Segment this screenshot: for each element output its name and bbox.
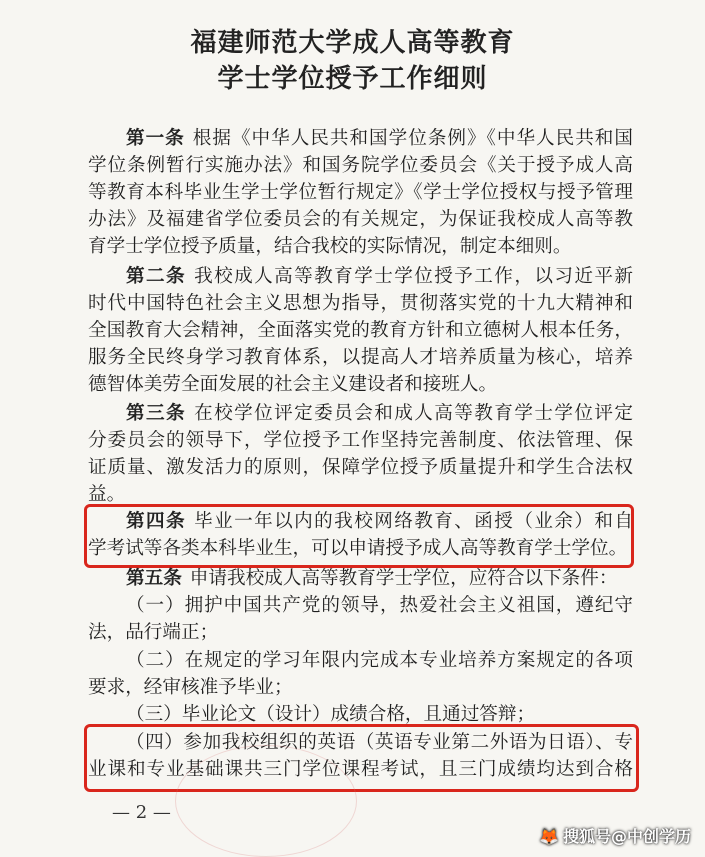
condition-2-line-1: （二）在规定的学习年限内完成本专业培养方案规定的各项 <box>126 650 633 671</box>
condition-3-line-1: （三）毕业论文（设计）成绩合格，且通过答辩； <box>126 704 536 725</box>
article-3-line-3: 证质量、激发活力的原则，保障学位授予质量提升和学生合法权 <box>88 457 633 478</box>
article-1-line-1: 第一条 根据《中华人民共和国学位条例》《中华人民共和国 <box>126 128 633 149</box>
article-5-heading: 第五条 <box>126 568 182 589</box>
highlight-box-condition-4 <box>84 724 639 792</box>
highlight-box-article-4 <box>84 504 634 568</box>
condition-2-line-2: 要求，经审核准予毕业； <box>88 677 293 698</box>
condition-4-line-2: 业课和专业基础课共三门学位课程考试，且三门成绩均达到合格 <box>88 759 633 780</box>
article-2-line-5: 德智体美劳全面发展的社会主义建设者和接班人。 <box>88 374 498 395</box>
article-4-line-2: 学考试等各类本科毕业生，可以申请授予成人高等教育学士学位。 <box>88 538 628 559</box>
article-1-line-4: 办法》及福建省学位委员会的有关规定，为保证我校成人高等教 <box>88 209 633 230</box>
article-1-line-2: 学位条例暂行实施办法》和国务院学位委员会《关于授予成人高 <box>88 155 633 176</box>
document-title-line-1: 福建师范大学成人高等教育 <box>190 28 515 58</box>
article-3-line-2: 分委员会的领导下，学位授予工作坚持完善制度、依法管理、保 <box>88 430 633 451</box>
faint-seal-stamp <box>175 745 357 857</box>
condition-1-line-1: （一）拥护中国共产党的领导，热爱社会主义祖国，遵纪守 <box>126 595 633 616</box>
article-4-heading: 第四条 <box>126 511 187 532</box>
document-title-line-2: 学士学位授予工作细则 <box>217 64 488 94</box>
condition-1-line-2: 法，品行端正； <box>88 622 219 643</box>
page-number: — 2 — <box>112 802 171 823</box>
fox-logo-icon: 🦊 <box>539 827 559 846</box>
article-5-line-1: 第五条 申请我校成人高等教育学士学位，应符合以下条件： <box>126 568 618 589</box>
article-1-line-5: 育学士学位授予质量，结合我校的实际情况，制定本细则。 <box>88 236 572 257</box>
condition-4-line-1: （四）参加我校组织的英语（英语专业第二外语为日语）、专 <box>126 732 633 753</box>
article-2-heading: 第二条 <box>126 266 187 287</box>
article-2-line-4: 服务全民终身学习教育体系，以提高人才培养质量为核心，培养 <box>88 347 633 368</box>
article-3-line-1: 第三条 在校学位评定委员会和成人高等教育学士学位评定 <box>126 403 633 424</box>
article-1-line-3: 等教育本科毕业生学士学位暂行规定》《学士学位授权与授予管理 <box>88 182 633 203</box>
article-1-heading: 第一条 <box>126 128 185 149</box>
article-3-line-4: 益。 <box>88 484 126 505</box>
article-2-line-1: 第二条 我校成人高等教育学士学位授予工作，以习近平新 <box>126 266 633 287</box>
article-2-line-3: 全国教育大会精神，全面落实党的教育方针和立德树人根本任务， <box>88 320 633 341</box>
article-2-line-2: 时代中国特色社会主义思想为指导，贯彻落实党的十九大精神和 <box>88 293 633 314</box>
article-3-heading: 第三条 <box>126 403 187 424</box>
source-watermark: 🦊 搜狐号@中创学历 <box>539 827 691 846</box>
article-4-line-1: 第四条 毕业一年以内的我校网络教育、函授（业余）和自 <box>126 511 633 532</box>
